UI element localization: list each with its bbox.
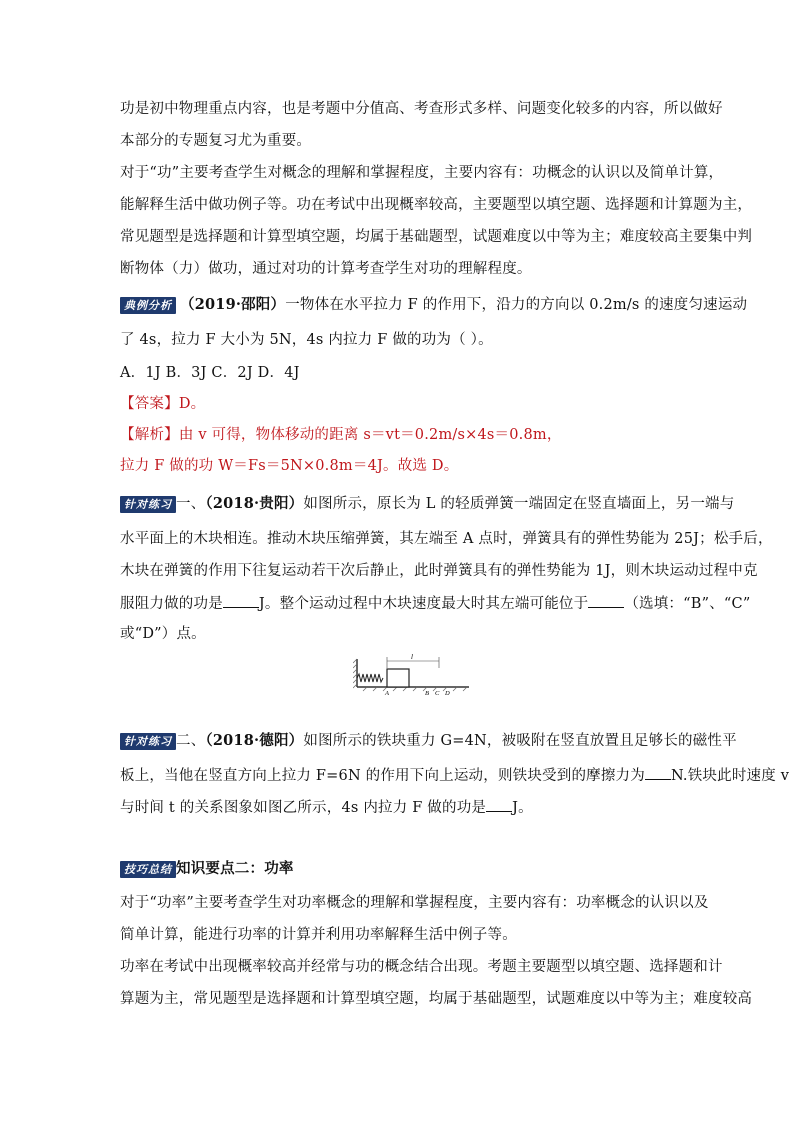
practice2-line-1 — [120, 731, 740, 751]
practice2-line-2 — [120, 765, 790, 786]
practice2-text-1: 如图所示的铁块重力 G=4N，被吸附在竖直放置且足够长的磁性平 — [303, 733, 737, 749]
power-line-1: 对于“功率”主要考查学生对功率概念的理解和掌握程度，主要内容有：功率概念的认识以及 — [120, 895, 709, 911]
practice2-text-2a: 板上，当他在竖直方向上拉力 F=6N 的作用下向上运动，则铁块受到的摩擦力为 — [120, 768, 645, 784]
intro-line-2: 本部分的专题复习尤为重要。 — [120, 133, 312, 149]
figure-label-b: B — [425, 690, 429, 695]
answer-value: D。 — [178, 396, 206, 412]
practice1-line-2: 水平面上的木块相连。推动木块压缩弹簧，其左端至 A 点时，弹簧具有的弹性势能为 25J；松手后， — [120, 531, 773, 547]
example-answer — [120, 394, 740, 414]
practice2-source: （2018·德阳） — [205, 732, 304, 749]
practice1-line-1 — [120, 494, 740, 514]
analysis-text-1: 由 v 可得，物体移动的距离 s＝vt＝0.2m/s×4s＝0.8m， — [178, 427, 562, 443]
example-question-line-1 — [120, 295, 748, 315]
answer-blank-3[interactable] — [645, 765, 671, 780]
answer-label: 【答案】 — [120, 396, 179, 412]
section2-title: 知识要点二：功率 — [176, 860, 294, 877]
figure-label-c: C — [435, 690, 440, 695]
example-badge: 典例分析 — [120, 297, 176, 314]
answer-blank-1[interactable] — [223, 593, 259, 608]
practice2-line-3 — [120, 797, 740, 818]
example-question-line-2: 了 4s，拉力 F 大小为 5N，4s 内拉力 F 做的功为（ ）。 — [120, 332, 493, 348]
figure-label-l: l — [411, 653, 413, 661]
work-concept-line-2: 能解释生活中做功例子等。功在考试中出现概率较高，主要题型以填空题、选择题和计算题为主， — [120, 197, 753, 213]
spring-block-figure — [353, 653, 473, 695]
practice2-text-3b: J。 — [512, 800, 533, 816]
practice1-line-5: 或“D”）点。 — [120, 626, 206, 642]
figure-label-a: A — [385, 690, 389, 695]
practice1-text-1: 如图所示，原长为 L 的轻质弹簧一端固定在竖直墙面上，另一端与 — [303, 496, 735, 512]
power-line-4: 算题为主，常见题型是选择题和计算型填空题，均属于基础题型，试题难度以中等为主；难度较高 — [120, 991, 753, 1007]
practice2-text-3a: 与时间 t 的关系图象如图乙所示，4s 内拉力 F 做的功是 — [120, 800, 487, 816]
practice1-text-4b: J。整个运动过程中木块速度最大时其左端可能位于 — [258, 596, 589, 612]
practice1-line-3: 木块在弹簧的作用下往复运动若干次后静止，此时弹簧具有的弹性势能为 1J，则木块运动过程中克 — [120, 563, 758, 579]
work-concept-line-3: 常见题型是选择题和计算型填空题，均属于基础题型，试题难度以中等为主；难度较高主要集中判 — [120, 229, 753, 245]
analysis-label: 【解析】 — [120, 427, 179, 443]
example-options: A．1J B．3J C．2J D．4J — [120, 365, 300, 381]
practice1-number: 一、 — [176, 496, 206, 512]
practice2-badge: 针对练习 — [120, 733, 176, 750]
answer-blank-2[interactable] — [588, 593, 624, 608]
practice1-line-4 — [120, 593, 751, 614]
work-concept-line-1: 对于“功”主要考查学生对概念的理解和掌握程度，主要内容有：功概念的认识以及简单计算， — [120, 165, 724, 181]
power-line-3: 功率在考试中出现概率较高并经常与功的概念结合出现。考题主要题型以填空题、选择题和计 — [120, 959, 723, 975]
figure-label-d: D — [445, 690, 450, 695]
section2-badge: 技巧总结 — [120, 861, 176, 878]
work-concept-line-4: 断物体（力）做功，通过对功的计算考查学生对功的理解程度。 — [120, 261, 532, 277]
intro-line-1: 功是初中物理重点内容，也是考题中分值高、考查形式多样、问题变化较多的内容，所以做好 — [120, 101, 723, 117]
example-question-text: 一物体在水平拉力 F 的作用下，沿力的方向以 0.2m/s 的速度匀速运动 — [285, 297, 748, 313]
example-analysis-line-1 — [120, 425, 740, 445]
answer-blank-4[interactable] — [486, 797, 512, 812]
section2-heading — [120, 859, 740, 879]
practice1-source: （2018·贵阳） — [205, 495, 304, 512]
practice2-number: 二、 — [176, 733, 206, 749]
practice1-text-4c: （选填：“B”、“C” — [624, 596, 751, 612]
practice1-text-4a: 服阻力做的功是 — [120, 596, 223, 612]
practice1-badge: 针对练习 — [120, 496, 176, 513]
example-analysis-line-2: 拉力 F 做的功 W＝Fs＝5N×0.8m＝4J。故选 D。 — [120, 458, 459, 474]
practice2-text-2b: N.铁块此时速度 v — [670, 768, 790, 784]
power-line-2: 简单计算，能进行功率的计算并利用功率解释生活中例子等。 — [120, 927, 517, 943]
example-source: （2019·邵阳） — [180, 296, 286, 313]
